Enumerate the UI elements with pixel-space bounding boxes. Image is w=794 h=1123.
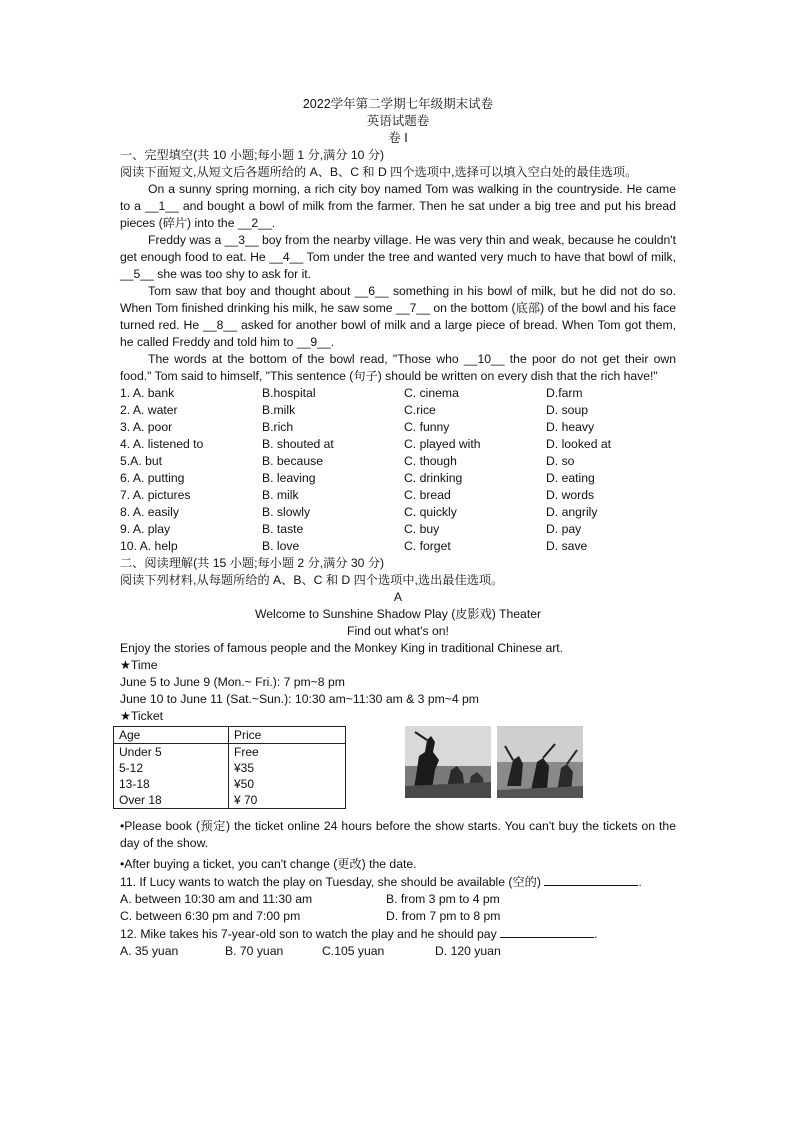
option-a: 5.A. but [120,454,163,468]
table-row [114,744,346,761]
option-a: 3. A. poor [120,420,173,434]
option-a: 1. A. bank [120,386,175,400]
column-header-age: Age [114,727,229,744]
question-stem: 11. If Lucy wants to watch the play on Tuesday, she should be available (空的) [120,875,541,889]
option-c: C. funny [404,420,450,434]
option-a: A. between 10:30 am and 11:30 am [120,892,313,906]
option-row [120,521,676,538]
price-cell: ¥50 [229,776,346,792]
option-d: D. angrily [546,505,598,519]
option-d: D.farm [546,386,583,400]
question-options [120,943,676,960]
time-line-weekday: June 5 to June 9 (Mon.~ Fri.): 7 pm~8 pm [120,675,345,689]
option-a: 2. A. water [120,403,178,417]
option-row [120,402,676,419]
option-b: B. taste [262,522,304,536]
passage-label: A [393,590,403,604]
question-options [120,891,676,908]
option-a: 6. A. putting [120,471,185,485]
answer-blank [544,873,638,886]
option-c: C.105 yuan [322,944,385,958]
exam-title: 2022学年第二学期七年级期末试卷 [302,97,494,111]
option-row [120,538,676,555]
ticket-block [120,726,676,814]
table-row [114,792,346,809]
option-b: B.milk [262,403,296,417]
note-date-change: •After buying a ticket, you can't change (更改) the date. [120,857,417,871]
price-cell: ¥35 [229,760,346,776]
option-row [120,419,676,436]
option-c: C.rice [404,403,436,417]
age-cell: 13-18 [114,776,229,792]
exam-page [120,96,676,960]
question-stem: 12. Mike takes his 7-year-old son to watch the play and he should pay [120,927,497,941]
option-d: D. 120 yuan [435,944,501,958]
option-d: D. save [546,539,588,553]
table-row [114,760,346,776]
shadow-play-photos [405,726,583,798]
question-12: 12. Mike takes his 7-year-old son to watch the play and he should pay . [120,927,598,941]
option-row [120,453,676,470]
option-a: 4. A. listened to [120,437,204,451]
option-d: D. from 7 pm to 8 pm [386,909,501,923]
option-b: B.rich [262,420,294,434]
exam-subtitle: 英语试题卷 [366,114,430,128]
time-label: ★Time [120,658,158,672]
column-header-price: Price [229,727,346,744]
option-d: D. soup [546,403,589,417]
price-cell: Free [229,744,346,761]
option-a: A. 35 yuan [120,944,179,958]
option-c: C. drinking [404,471,463,485]
option-d: D. words [546,488,595,502]
time-line-weekend: June 10 to June 11 (Sat.~Sun.): 10:30 am~11:30 am & 3 pm~4 pm [120,692,479,706]
option-b: B. from 3 pm to 4 pm [386,892,500,906]
section1-heading: 一、完型填空(共 10 小题;每小题 1 分,满分 10 分) [120,148,385,162]
section2-instruction: 阅读下列材料,从每题所给的 A、B、C 和 D 四个选项中,选出最佳选项。 [120,573,504,587]
option-b: B. milk [262,488,299,502]
answer-blank [500,925,594,938]
option-c: C. though [404,454,457,468]
section1-instruction: 阅读下面短文,从短文后各题所给的 A、B、C 和 D 四个选项中,选择可以填入空白处的最佳选项。 [120,165,638,179]
option-row [120,504,676,521]
passage-paragraph-3: Tom saw that boy and thought about __6__ something in his bowl of milk, but he did not do so. When Tom finished drinking his milk, he saw some __7__ on the bottom (底部) of the bowl and his face turned red. He __8__ asked for another bowl of milk and a large piece of bread. When Tom got them, he called Freddy and told him to __9__. [120,284,676,349]
option-d: D. eating [546,471,595,485]
passage-paragraph-1: On a sunny spring morning, a rich city boy named Tom was walking in the countryside. He came to a __1__ and bought a bowl of milk from the farmer. Then he sat under a big tree and put his bread pieces (碎片) into the __2__. [120,182,676,230]
age-cell: Under 5 [114,744,229,761]
option-c: C. between 6:30 pm and 7:00 pm [120,909,301,923]
option-a: 8. A. easily [120,505,179,519]
option-row [120,470,676,487]
cloze-options [120,385,676,555]
option-b: B. shouted at [262,437,334,451]
section2-heading: 二、阅读理解(共 15 小题;每小题 2 分,满分 30 分) [120,556,385,570]
option-d: D. heavy [546,420,595,434]
option-c: C. bread [404,488,451,502]
passage-paragraph-4: The words at the bottom of the bowl read, "Those who __10__ the poor do not get their own food." Tom said to himself, "This sentence (句子) should be written on every dish that the rich have!" [120,352,676,383]
option-c: C. buy [404,522,440,536]
table-row [114,776,346,792]
ticket-table [113,726,346,809]
note-booking: •Please book (预定) the ticket online 24 hours before the show starts. You can't buy the tickets on the day of the show. [120,819,676,850]
option-c: C. cinema [404,386,459,400]
option-c: C. quickly [404,505,457,519]
option-d: D. looked at [546,437,612,451]
option-c: C. played with [404,437,481,451]
option-b: B. slowly [262,505,311,519]
passage-intro: Enjoy the stories of famous people and the Monkey King in traditional Chinese art. [120,641,564,655]
option-c: C. forget [404,539,451,553]
option-a: 10. A. help [120,539,178,553]
option-b: B. leaving [262,471,316,485]
ticket-table-header [114,727,346,744]
shadow-play-photo-left [405,726,491,798]
shadow-play-photo-right [497,726,583,798]
option-b: B. love [262,539,300,553]
passage-title: Welcome to Sunshine Shadow Play (皮影戏) Theater [254,607,542,621]
option-row [120,436,676,453]
option-b: B. because [262,454,323,468]
price-cell: ¥ 70 [229,792,346,809]
option-a: 7. A. pictures [120,488,191,502]
passage-paragraph-2: Freddy was a __3__ boy from the nearby village. He was very thin and weak, because he couldn't get enough food to eat. He __4__ Tom under the tree and wanted very much to have that bowl of milk, __5__ she was too shy to ask for it. [120,233,676,281]
question-options [120,908,676,925]
question-11: 11. If Lucy wants to watch the play on Tuesday, she should be available (空的) . [120,875,642,889]
option-row [120,385,676,402]
option-d: D. pay [546,522,582,536]
age-cell: Over 18 [114,792,229,809]
age-cell: 5-12 [114,760,229,776]
option-b: B.hospital [262,386,316,400]
passage-subtitle: Find out what's on! [347,624,449,638]
ticket-label: ★Ticket [120,709,163,723]
option-b: B. 70 yuan [225,944,284,958]
option-row [120,487,676,504]
volume-label: 卷 I [388,131,408,145]
option-d: D. so [546,454,575,468]
option-a: 9. A. play [120,522,171,536]
